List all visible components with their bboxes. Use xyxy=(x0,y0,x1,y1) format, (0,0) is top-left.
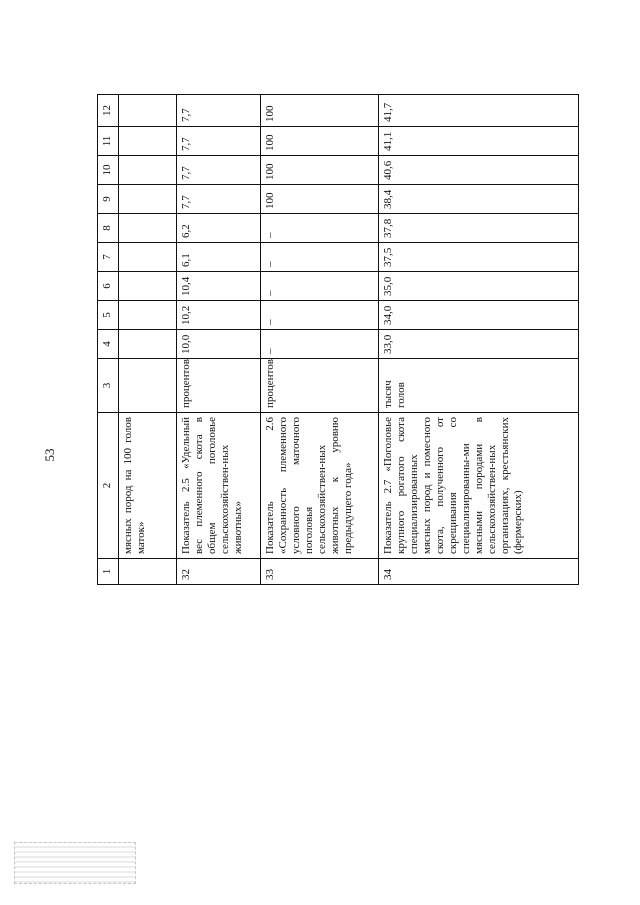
value-cell: 40,6 xyxy=(379,156,579,185)
value-cell: 7,7 xyxy=(177,127,261,156)
value-cell: 7,7 xyxy=(177,95,261,127)
row-number xyxy=(119,559,177,585)
column-header: 4 xyxy=(98,330,119,359)
value-cell: 37,8 xyxy=(379,214,579,243)
value-cell: – xyxy=(261,243,379,272)
value-cell xyxy=(119,214,177,243)
column-header: 6 xyxy=(98,272,119,301)
value-cell: 41,1 xyxy=(379,127,579,156)
row-number: 34 xyxy=(379,559,579,585)
column-header: 3 xyxy=(98,359,119,413)
value-cell: 38,4 xyxy=(379,185,579,214)
table-row xyxy=(177,95,261,585)
value-cell: 6,1 xyxy=(177,243,261,272)
column-header: 1 xyxy=(98,559,119,585)
value-cell: 41,7 xyxy=(379,95,579,127)
value-cell: 10,0 xyxy=(177,330,261,359)
column-header: 10 xyxy=(98,156,119,185)
value-cell xyxy=(119,243,177,272)
value-cell: 100 xyxy=(261,185,379,214)
value-cell xyxy=(119,185,177,214)
value-cell: – xyxy=(261,272,379,301)
column-header: 7 xyxy=(98,243,119,272)
indicators-table xyxy=(97,94,579,585)
value-cell: 100 xyxy=(261,156,379,185)
unit-cell: тысяч голов xyxy=(379,359,579,413)
indicator-description: мясных пород на 100 голов маток» xyxy=(119,413,177,559)
value-cell: 7,7 xyxy=(177,185,261,214)
value-cell: 10,4 xyxy=(177,272,261,301)
row-number: 32 xyxy=(177,559,261,585)
value-cell: 37,5 xyxy=(379,243,579,272)
value-cell: 100 xyxy=(261,95,379,127)
unit-cell: процентов xyxy=(177,359,261,413)
value-cell: 35,0 xyxy=(379,272,579,301)
column-header: 8 xyxy=(98,214,119,243)
page-number: 53 xyxy=(42,448,57,462)
indicator-description: Показатель 2.6 «Сохранность племенного условного маточного поголовья сельскохозяйствен-ных животных к уровню предыдущего года» xyxy=(261,413,379,559)
value-cell: – xyxy=(261,330,379,359)
stamp-mark xyxy=(14,842,136,884)
value-cell xyxy=(119,95,177,127)
value-cell xyxy=(119,127,177,156)
value-cell: – xyxy=(261,301,379,330)
table-row xyxy=(379,95,579,585)
value-cell xyxy=(119,330,177,359)
column-header: 5 xyxy=(98,301,119,330)
table-row xyxy=(261,95,379,585)
column-header: 2 xyxy=(98,413,119,559)
value-cell: 33,0 xyxy=(379,330,579,359)
value-cell: 100 xyxy=(261,127,379,156)
rotated-table-container xyxy=(97,45,587,585)
value-cell xyxy=(119,301,177,330)
value-cell: 34,0 xyxy=(379,301,579,330)
value-cell: – xyxy=(261,214,379,243)
value-cell xyxy=(119,272,177,301)
value-cell: 7,7 xyxy=(177,156,261,185)
row-number: 33 xyxy=(261,559,379,585)
indicator-description: Показатель 2.5 «Удельный вес племенного скота в общем поголовье сельскохозяйствен-ных животных» xyxy=(177,413,261,559)
indicator-description: Показатель 2.7 «Поголовье крупного рогатого скота специализированных мясных пород и помесного скота, полученного от скрещивания со специализированны-ми мясными породами в сельскохозяйствен-ных организациях, крестьянских (фермерских) xyxy=(379,413,579,559)
column-header: 11 xyxy=(98,127,119,156)
unit-cell: процентов xyxy=(261,359,379,413)
value-cell xyxy=(119,156,177,185)
table-row xyxy=(119,95,177,585)
value-cell: 10,2 xyxy=(177,301,261,330)
value-cell: 6,2 xyxy=(177,214,261,243)
column-header: 9 xyxy=(98,185,119,214)
unit-cell xyxy=(119,359,177,413)
column-number-row xyxy=(98,95,119,585)
column-header: 12 xyxy=(98,95,119,127)
